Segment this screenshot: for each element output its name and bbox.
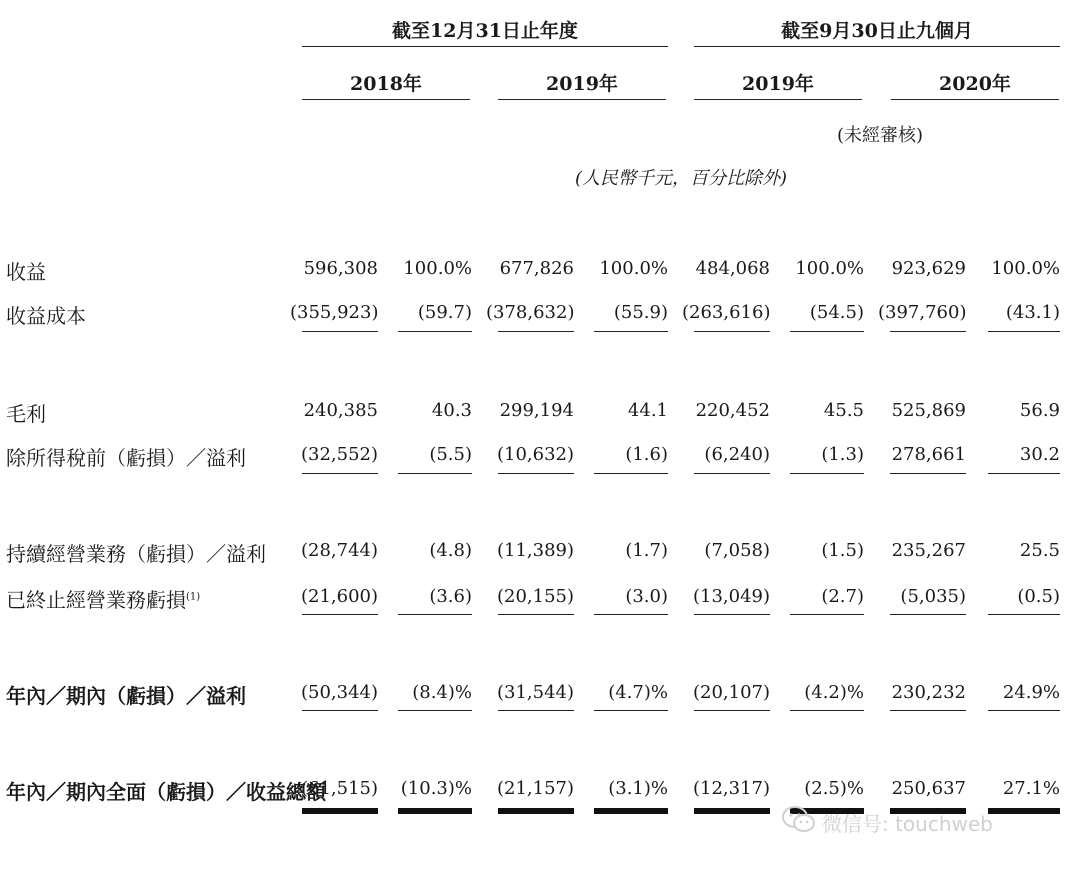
table-cell: (50,344) <box>300 682 378 703</box>
total-rule <box>498 710 574 711</box>
table-cell: (6,240) <box>704 444 770 465</box>
table-cell: (28,744) <box>300 540 378 561</box>
table-cell: (5,035) <box>900 586 966 607</box>
grand-total-double-rule <box>594 808 668 814</box>
period-header-year: 截至12月31日止年度 <box>392 20 578 42</box>
table-cell: (1.7) <box>625 540 668 561</box>
table-cell: (21,157) <box>496 778 574 799</box>
total-rule <box>302 710 378 711</box>
table-cell: 100.0% <box>795 258 864 279</box>
year-rule <box>498 99 666 100</box>
table-cell: 278,661 <box>891 444 966 465</box>
table-cell: (11,389) <box>496 540 574 561</box>
subtotal-rule <box>790 614 864 615</box>
header-rule <box>694 46 1060 47</box>
table-cell: 220,452 <box>695 400 770 421</box>
year-header: 2018年 <box>350 73 422 95</box>
header-rule <box>302 46 668 47</box>
table-cell: 24.9% <box>1002 682 1060 703</box>
table-cell: 484,068 <box>695 258 770 279</box>
table-cell: 677,826 <box>499 258 574 279</box>
unaudited-note: (未經審核) <box>836 125 924 146</box>
row-label-discontinued-ops <box>6 584 200 613</box>
subtotal-rule <box>302 473 378 474</box>
table-cell: 56.9 <box>1019 400 1060 421</box>
table-cell: 40.3 <box>431 400 472 421</box>
subtotal-rule <box>694 331 770 332</box>
row-label-gross-profit: 毛利 <box>6 402 46 426</box>
table-cell: (10.3)% <box>400 778 472 799</box>
subtotal-rule <box>594 331 668 332</box>
table-cell: (55.9) <box>613 302 668 323</box>
table-cell: (31,544) <box>496 682 574 703</box>
table-cell: (263,616) <box>682 302 771 323</box>
subtotal-rule <box>302 331 378 332</box>
subtotal-rule <box>694 614 770 615</box>
table-cell: (3.6) <box>429 586 472 607</box>
subtotal-rule <box>498 473 574 474</box>
table-cell: 30.2 <box>1019 444 1060 465</box>
grand-total-double-rule <box>498 808 574 814</box>
table-cell: (3.0) <box>625 586 668 607</box>
table-cell: 525,869 <box>891 400 966 421</box>
table-cell: (43.1) <box>1005 302 1060 323</box>
table-cell: 45.5 <box>823 400 864 421</box>
grand-total-double-rule <box>694 808 770 814</box>
subtotal-rule <box>498 331 574 332</box>
total-rule <box>594 710 668 711</box>
subtotal-rule <box>302 614 378 615</box>
grand-total-double-rule <box>398 808 472 814</box>
wechat-icon <box>781 805 817 835</box>
table-cell: 44.1 <box>627 400 668 421</box>
table-cell: 596,308 <box>303 258 378 279</box>
grand-total-double-rule <box>302 808 378 814</box>
year-header: 2020年 <box>939 73 1011 95</box>
row-label-pretax-profit: 除所得稅前（虧損）／溢利 <box>6 446 246 470</box>
table-cell: (0.5) <box>1017 586 1060 607</box>
subtotal-rule <box>790 473 864 474</box>
row-label-comprehensive-income: 年內／期內全面（虧損）／收益總額 <box>6 780 326 804</box>
table-cell: (397,760) <box>878 302 967 323</box>
table-cell: (32,552) <box>300 444 378 465</box>
year-rule <box>694 99 862 100</box>
table-cell: (20,155) <box>496 586 574 607</box>
table-cell: 250,637 <box>891 778 966 799</box>
subtotal-rule <box>594 614 668 615</box>
year-header: 2019年 <box>742 73 814 95</box>
table-cell: (1.6) <box>625 444 668 465</box>
year-header: 2019年 <box>546 73 618 95</box>
period-header-nine-months: 截至9月30日止九個月 <box>781 20 973 42</box>
table-cell: (61,515) <box>300 778 378 799</box>
year-rule <box>302 99 470 100</box>
table-cell: (7,058) <box>704 540 770 561</box>
table-cell: (10,632) <box>496 444 574 465</box>
table-cell: (21,600) <box>300 586 378 607</box>
table-cell: (3.1)% <box>608 778 668 799</box>
table-cell: (2.7) <box>821 586 864 607</box>
table-cell: 299,194 <box>499 400 574 421</box>
subtotal-rule <box>890 614 966 615</box>
subtotal-rule <box>694 473 770 474</box>
subtotal-rule <box>988 331 1060 332</box>
table-cell: 100.0% <box>403 258 472 279</box>
table-cell: (12,317) <box>692 778 770 799</box>
table-cell: (4.7)% <box>608 682 668 703</box>
subtotal-rule <box>498 614 574 615</box>
table-cell: (59.7) <box>417 302 472 323</box>
table-cell: (378,632) <box>486 302 575 323</box>
row-label-continuing-ops: 持續經營業務（虧損）／溢利 <box>6 542 266 566</box>
total-rule <box>890 710 966 711</box>
table-cell: 230,232 <box>891 682 966 703</box>
grand-total-double-rule <box>988 808 1060 814</box>
subtotal-rule <box>398 331 472 332</box>
row-label-text: 已終止經營業務虧損 <box>6 588 186 612</box>
table-cell: (1.5) <box>821 540 864 561</box>
subtotal-rule <box>594 473 668 474</box>
table-cell: (4.8) <box>429 540 472 561</box>
unit-note: (人民幣千元，百分比除外) <box>574 168 788 189</box>
footnote-marker: (1) <box>186 591 201 603</box>
table-cell: (2.5)% <box>804 778 864 799</box>
subtotal-rule <box>988 473 1060 474</box>
table-cell: 100.0% <box>599 258 668 279</box>
subtotal-rule <box>398 473 472 474</box>
total-rule <box>694 710 770 711</box>
table-cell: (5.5) <box>429 444 472 465</box>
table-cell: (355,923) <box>290 302 379 323</box>
row-label-profit-for-period: 年內／期內（虧損）／溢利 <box>6 684 246 708</box>
table-cell: (8.4)% <box>412 682 472 703</box>
table-cell: 923,629 <box>891 258 966 279</box>
row-label-cost-of-revenue: 收益成本 <box>6 304 86 328</box>
watermark-text: 微信号: touchweb <box>822 812 993 836</box>
table-cell: (4.2)% <box>804 682 864 703</box>
table-cell: 235,267 <box>891 540 966 561</box>
table-cell: 27.1% <box>1002 778 1060 799</box>
table-cell: 240,385 <box>303 400 378 421</box>
table-cell: (20,107) <box>692 682 770 703</box>
table-cell: (1.3) <box>821 444 864 465</box>
year-rule <box>891 99 1059 100</box>
row-label-revenue: 收益 <box>6 260 46 284</box>
total-rule <box>988 710 1060 711</box>
table-cell: 25.5 <box>1019 540 1060 561</box>
table-cell: (54.5) <box>809 302 864 323</box>
total-rule <box>398 710 472 711</box>
table-cell: (13,049) <box>692 586 770 607</box>
subtotal-rule <box>890 473 966 474</box>
table-cell: 100.0% <box>991 258 1060 279</box>
subtotal-rule <box>890 331 966 332</box>
subtotal-rule <box>988 614 1060 615</box>
total-rule <box>790 710 864 711</box>
subtotal-rule <box>398 614 472 615</box>
subtotal-rule <box>790 331 864 332</box>
